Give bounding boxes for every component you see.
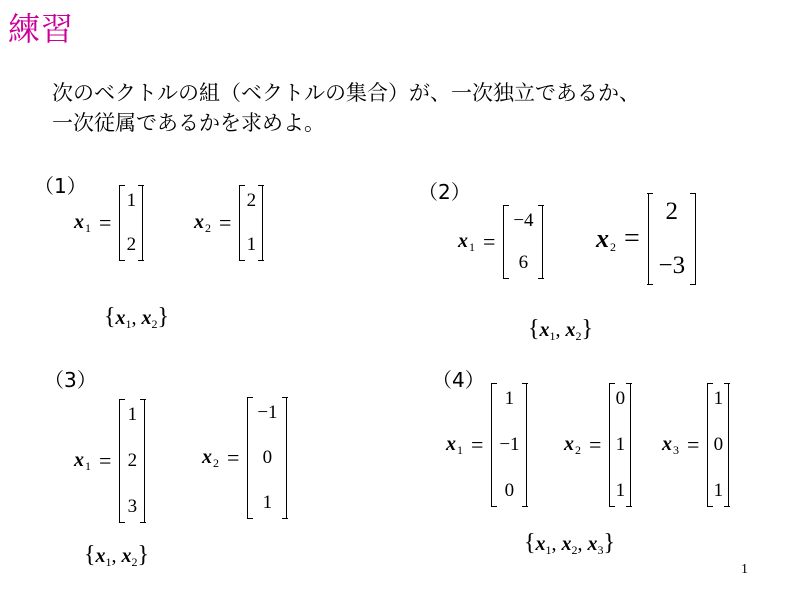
equals-sign: = xyxy=(589,432,602,457)
problem-4-vector-2 xyxy=(564,384,631,506)
matrix-entry: 1 xyxy=(246,234,257,255)
vector-name: $x_1$ xyxy=(446,432,463,457)
problem-4-vector-1 xyxy=(446,384,527,506)
problem-4-vector-3 xyxy=(662,384,729,506)
instruction-text xyxy=(52,78,752,138)
vector-name: $x_2$ xyxy=(564,432,581,457)
matrix-entry: 3 xyxy=(127,496,138,517)
matrix-entry: 2 xyxy=(665,198,679,225)
matrix-entry: −1 xyxy=(257,402,278,423)
problem-2-label: （2） xyxy=(418,180,471,204)
problem-3-vector-2 xyxy=(202,398,287,518)
matrix-entry: 1 xyxy=(713,480,724,501)
column-matrix xyxy=(648,194,696,284)
matrix-entry: −1 xyxy=(499,434,520,455)
vector-name: $x_2$ xyxy=(202,445,219,470)
matrix-entry: 0 xyxy=(615,388,626,409)
matrix-entry: 1 xyxy=(262,492,273,513)
matrix-entry: 1 xyxy=(126,190,137,211)
matrix-entry: 1 xyxy=(127,404,138,425)
matrix-entry: 2 xyxy=(246,190,257,211)
column-matrix xyxy=(609,384,631,506)
matrix-entry: 2 xyxy=(126,234,137,255)
vector-name: $x_1$ xyxy=(74,210,91,235)
vector-name: $x_1$ xyxy=(74,448,91,473)
equals-sign: = xyxy=(687,432,700,457)
equals-sign: = xyxy=(99,448,112,473)
matrix-entry: −3 xyxy=(658,252,686,279)
column-matrix xyxy=(119,400,145,522)
matrix-entry: 1 xyxy=(713,388,724,409)
problem-1-vector-2 xyxy=(194,186,263,260)
vector-name: $x_3$ xyxy=(662,432,679,457)
column-matrix xyxy=(119,186,143,260)
equals-sign: = xyxy=(99,210,112,235)
equals-sign: = xyxy=(483,229,496,254)
column-matrix xyxy=(247,398,287,518)
vector-name: $x_2$ xyxy=(596,223,616,254)
matrix-entry: −4 xyxy=(513,210,534,231)
problem-3-label: （3） xyxy=(44,368,97,392)
column-matrix xyxy=(491,384,527,506)
matrix-entry: 1 xyxy=(615,480,626,501)
instruction-line-1: 次のベクトルの組（ベクトルの集合）が、一次独立であるか、 xyxy=(52,81,640,105)
equals-sign: = xyxy=(227,445,240,470)
matrix-entry: 0 xyxy=(262,447,273,468)
problem-3-vector-1 xyxy=(74,400,145,522)
matrix-entry: 0 xyxy=(504,480,515,501)
column-matrix xyxy=(707,384,729,506)
problem-3-set: {$x_1$, $x_2$} xyxy=(84,542,150,569)
matrix-entry: 1 xyxy=(504,388,515,409)
problem-4-label: （4） xyxy=(432,368,485,392)
matrix-entry: 0 xyxy=(713,434,724,455)
problem-2-vector-2 xyxy=(596,194,696,284)
problem-2-set: {$x_1$, $x_2$} xyxy=(528,316,594,343)
problem-1-set: {$x_1$, $x_2$} xyxy=(104,304,170,331)
equals-sign: = xyxy=(624,223,640,254)
problem-4-set: {$x_1$, $x_2$, $x_3$} xyxy=(524,530,616,557)
instruction-line-2: 一次従属であるかを求めよ。 xyxy=(52,111,325,135)
equals-sign: = xyxy=(471,432,484,457)
page-number: 1 xyxy=(741,562,748,577)
problem-1-label: （1） xyxy=(34,174,87,198)
vector-name: $x_1$ xyxy=(458,229,475,254)
problem-1-vector-1 xyxy=(74,186,143,260)
problem-2-vector-1 xyxy=(458,206,543,278)
equals-sign: = xyxy=(219,210,232,235)
column-matrix xyxy=(503,206,543,278)
column-matrix xyxy=(239,186,263,260)
slide-title: 練習 xyxy=(8,10,75,48)
vector-name: $x_2$ xyxy=(194,210,211,235)
matrix-entry: 1 xyxy=(615,434,626,455)
matrix-entry: 2 xyxy=(127,450,138,471)
matrix-entry: 6 xyxy=(518,252,529,273)
